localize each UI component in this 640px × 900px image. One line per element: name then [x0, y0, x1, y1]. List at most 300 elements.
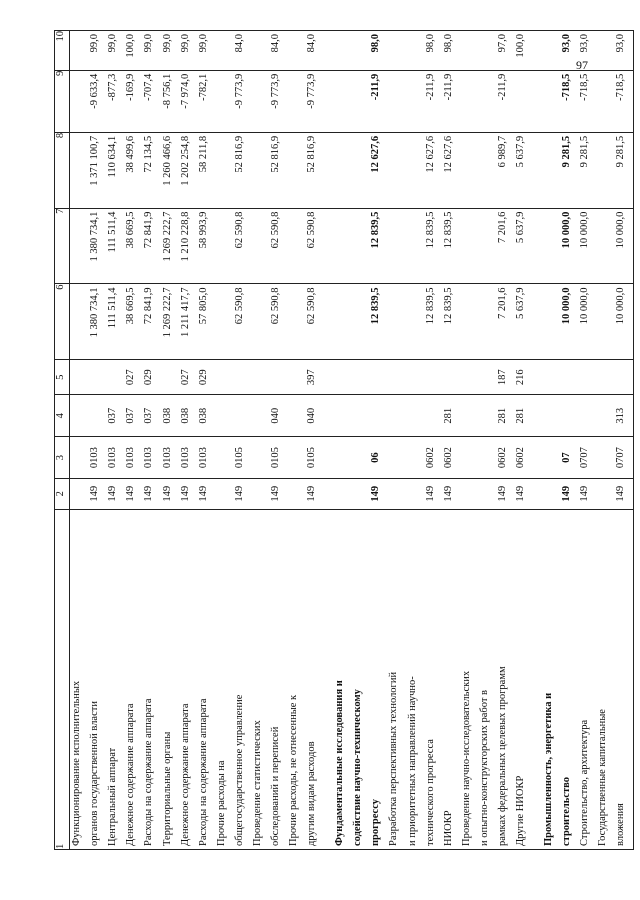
- table-cell: [333, 31, 351, 71]
- table-cell: [478, 360, 496, 395]
- table-cell: [351, 360, 369, 395]
- table-cell: 98,0: [424, 31, 442, 71]
- table-cell: [596, 70, 614, 132]
- row-label: Фундаментальные исследования и: [333, 509, 351, 849]
- table-cell: 0602: [496, 437, 514, 479]
- table-row: [70, 31, 89, 850]
- table-cell: [514, 70, 532, 132]
- table-cell: [406, 395, 424, 437]
- table-cell: 149: [197, 478, 215, 509]
- table-cell: [532, 437, 542, 479]
- row-label: Государственные капитальные: [596, 509, 614, 849]
- table-cell: [460, 437, 478, 479]
- table-cell: [560, 395, 578, 437]
- table-cell: -211,9: [369, 70, 387, 132]
- table-cell: 5 637,9: [514, 284, 532, 360]
- table-cell: 1 202 254,8: [179, 132, 197, 208]
- row-label: Проведение научно-исследовательских: [460, 509, 478, 849]
- col-header: 10: [55, 31, 70, 71]
- table-cell: 12 839,5: [424, 208, 442, 284]
- table-cell: 99,0: [161, 31, 179, 71]
- table-cell: [333, 437, 351, 479]
- table-row: [614, 31, 633, 850]
- table-cell: [460, 70, 478, 132]
- table-cell: [578, 360, 596, 395]
- table-row: [179, 31, 197, 850]
- table-cell: [406, 208, 424, 284]
- table-cell: 111 511,4: [106, 284, 124, 360]
- table-row: [406, 31, 424, 850]
- table-cell: [323, 395, 333, 437]
- table-cell: -211,9: [424, 70, 442, 132]
- table-row: [578, 31, 596, 850]
- table-cell: [70, 132, 89, 208]
- col-header: 1: [55, 509, 70, 849]
- table-row: [442, 31, 460, 850]
- table-cell: [215, 395, 233, 437]
- table-cell: [387, 208, 405, 284]
- table-cell: 216: [514, 360, 532, 395]
- row-label: вложения: [614, 509, 633, 849]
- col-header: 5: [55, 360, 70, 395]
- table-cell: 0103: [124, 437, 142, 479]
- row-label: Денежное содержание аппарата: [179, 509, 197, 849]
- table-cell: [351, 70, 369, 132]
- table-cell: 7 201,6: [496, 208, 514, 284]
- table-cell: -9 773,9: [233, 70, 251, 132]
- table-cell: 0707: [614, 437, 633, 479]
- table-cell: 1 269 222,7: [161, 284, 179, 360]
- table-cell: [287, 437, 305, 479]
- table-cell: 149: [106, 478, 124, 509]
- table-cell: 149: [514, 478, 532, 509]
- table-cell: 149: [124, 478, 142, 509]
- table-cell: [351, 478, 369, 509]
- row-label: Центральный аппарат: [106, 509, 124, 849]
- table-cell: 62 590,8: [233, 208, 251, 284]
- table-cell: 0105: [233, 437, 251, 479]
- table-cell: [478, 478, 496, 509]
- table-cell: [323, 31, 333, 71]
- table-cell: 149: [269, 478, 287, 509]
- table-cell: [596, 360, 614, 395]
- table-row: [424, 31, 442, 850]
- table-cell: [233, 395, 251, 437]
- table-cell: [460, 284, 478, 360]
- col-header: 9: [55, 70, 70, 132]
- row-label: Территориальные органы: [161, 509, 179, 849]
- table-cell: [578, 395, 596, 437]
- table-cell: [333, 284, 351, 360]
- table-cell: 9 281,5: [614, 132, 633, 208]
- row-label: [323, 509, 333, 849]
- table-row: [88, 31, 106, 850]
- table-cell: 58 993,9: [197, 208, 215, 284]
- table-row: [269, 31, 287, 850]
- table-cell: -877,3: [106, 70, 124, 132]
- table-row: [478, 31, 496, 850]
- table-cell: [287, 132, 305, 208]
- table-cell: [106, 360, 124, 395]
- table-cell: [70, 31, 89, 71]
- table-cell: 1 210 228,8: [179, 208, 197, 284]
- table-cell: 149: [369, 478, 387, 509]
- table-cell: 149: [233, 478, 251, 509]
- table-cell: [596, 478, 614, 509]
- table-cell: 5 637,9: [514, 132, 532, 208]
- table-cell: [542, 208, 560, 284]
- table-cell: [323, 284, 333, 360]
- table-cell: 037: [124, 395, 142, 437]
- table-row: [333, 31, 351, 850]
- table-cell: 040: [269, 395, 287, 437]
- table-cell: [70, 478, 89, 509]
- table-row: [542, 31, 560, 850]
- table-cell: [287, 70, 305, 132]
- table-row: [596, 31, 614, 850]
- table-cell: [251, 478, 269, 509]
- table-cell: [596, 132, 614, 208]
- table-cell: [161, 360, 179, 395]
- table-cell: 84,0: [269, 31, 287, 71]
- row-label: Денежное содержание аппарата: [124, 509, 142, 849]
- table-cell: [251, 437, 269, 479]
- table-cell: 0103: [179, 437, 197, 479]
- table-cell: [424, 395, 442, 437]
- table-cell: 0602: [442, 437, 460, 479]
- table-cell: [387, 132, 405, 208]
- table-cell: -718,5: [560, 70, 578, 132]
- table-cell: 1 260 466,6: [161, 132, 179, 208]
- table-cell: 0602: [514, 437, 532, 479]
- table-cell: 149: [560, 478, 578, 509]
- table-cell: -707,4: [142, 70, 160, 132]
- row-label: Промышленность, энергетика и: [542, 509, 560, 849]
- table-cell: [233, 360, 251, 395]
- table-row: [106, 31, 124, 850]
- table-cell: [70, 70, 89, 132]
- row-label: другим видам расходов: [305, 509, 323, 849]
- table-cell: 6 989,7: [496, 132, 514, 208]
- table-cell: [251, 208, 269, 284]
- table-cell: 029: [142, 360, 160, 395]
- table-cell: 58 211,8: [197, 132, 215, 208]
- table-cell: [532, 395, 542, 437]
- table-row: [251, 31, 269, 850]
- table-row: [305, 31, 323, 850]
- table-cell: [215, 70, 233, 132]
- table-row: [496, 31, 514, 850]
- row-label: Разработка перспективных технологий: [387, 509, 405, 849]
- table-cell: -9 773,9: [305, 70, 323, 132]
- table-cell: [387, 437, 405, 479]
- table-cell: 0105: [269, 437, 287, 479]
- header-row: [55, 31, 70, 850]
- table-cell: 62 590,8: [305, 208, 323, 284]
- table-cell: [532, 31, 542, 71]
- table-cell: [70, 437, 89, 479]
- table-cell: [70, 284, 89, 360]
- row-label: и приоритетных направлений научно-: [406, 509, 424, 849]
- row-label: НИОКР: [442, 509, 460, 849]
- table-cell: [323, 478, 333, 509]
- table-cell: [424, 360, 442, 395]
- table-cell: [351, 395, 369, 437]
- table-cell: [406, 132, 424, 208]
- table-cell: [442, 360, 460, 395]
- table-cell: [287, 284, 305, 360]
- table-cell: 10 000,0: [560, 208, 578, 284]
- table-cell: 9 281,5: [560, 132, 578, 208]
- table-cell: 98,0: [442, 31, 460, 71]
- table-cell: 281: [442, 395, 460, 437]
- table-cell: 5 637,9: [514, 208, 532, 284]
- table-cell: [460, 360, 478, 395]
- table-cell: -211,9: [442, 70, 460, 132]
- table-cell: [351, 284, 369, 360]
- table-cell: -9 773,9: [269, 70, 287, 132]
- table-cell: [251, 70, 269, 132]
- table-row: [560, 31, 578, 850]
- table-cell: 110 634,1: [106, 132, 124, 208]
- table-cell: -8 756,1: [161, 70, 179, 132]
- table-cell: [532, 208, 542, 284]
- row-label: рамках федеральных целевых программ: [496, 509, 514, 849]
- table-cell: 1 211 417,7: [179, 284, 197, 360]
- table-cell: 0103: [106, 437, 124, 479]
- table-cell: [70, 208, 89, 284]
- table-cell: 38 669,5: [124, 208, 142, 284]
- table-cell: [596, 395, 614, 437]
- table-cell: [215, 208, 233, 284]
- table-cell: [323, 360, 333, 395]
- table-cell: [542, 395, 560, 437]
- col-header: 8: [55, 132, 70, 208]
- table-row: [351, 31, 369, 850]
- table-cell: 57 805,0: [197, 284, 215, 360]
- table-cell: 12 627,6: [424, 132, 442, 208]
- table-cell: [532, 360, 542, 395]
- table-cell: [532, 132, 542, 208]
- table-cell: 111 511,4: [106, 208, 124, 284]
- table-cell: [287, 395, 305, 437]
- row-label: содействие научно-техническому: [351, 509, 369, 849]
- row-label: Прочие расходы на: [215, 509, 233, 849]
- table-row: [369, 31, 387, 850]
- table-cell: [251, 284, 269, 360]
- table-row: [161, 31, 179, 850]
- col-header: 2: [55, 478, 70, 509]
- table-cell: 93,0: [578, 31, 596, 71]
- table-cell: [333, 208, 351, 284]
- col-header: 7: [55, 208, 70, 284]
- table-row: [387, 31, 405, 850]
- table-row: [233, 31, 251, 850]
- table-cell: 52 816,9: [305, 132, 323, 208]
- table-cell: 040: [305, 395, 323, 437]
- table-row: [323, 31, 333, 850]
- table-cell: [215, 132, 233, 208]
- table-cell: [542, 478, 560, 509]
- table-row: [287, 31, 305, 850]
- table-cell: [70, 360, 89, 395]
- table-cell: 72 841,9: [142, 208, 160, 284]
- row-label: Строительство, архитектура: [578, 509, 596, 849]
- table-cell: [351, 208, 369, 284]
- table-cell: 187: [496, 360, 514, 395]
- table-cell: [88, 395, 106, 437]
- table-cell: 97,0: [496, 31, 514, 71]
- table-cell: [351, 31, 369, 71]
- table-cell: [460, 132, 478, 208]
- table-cell: [596, 437, 614, 479]
- table-cell: -7 974,0: [179, 70, 197, 132]
- table-cell: 1 269 222,7: [161, 208, 179, 284]
- table-cell: [387, 478, 405, 509]
- table-cell: [287, 478, 305, 509]
- table-cell: [323, 70, 333, 132]
- row-label: общегосударственное управление: [233, 509, 251, 849]
- table-cell: -718,5: [578, 70, 596, 132]
- page-number: 97: [576, 58, 588, 72]
- table-cell: [215, 284, 233, 360]
- table-row: [532, 31, 542, 850]
- table-cell: [387, 31, 405, 71]
- table-cell: 99,0: [179, 31, 197, 71]
- table-cell: [387, 284, 405, 360]
- table-cell: [478, 70, 496, 132]
- table-body: [70, 31, 634, 850]
- row-label: строительство: [560, 509, 578, 849]
- table-cell: [532, 284, 542, 360]
- row-label: [532, 509, 542, 849]
- table-cell: 99,0: [106, 31, 124, 71]
- table-cell: 0602: [424, 437, 442, 479]
- row-label: Другие НИОКР: [514, 509, 532, 849]
- table-cell: [351, 132, 369, 208]
- table-cell: [251, 31, 269, 71]
- col-header: 6: [55, 284, 70, 360]
- table-cell: 9 281,5: [578, 132, 596, 208]
- table-row: [514, 31, 532, 850]
- table-cell: [215, 360, 233, 395]
- table-cell: [560, 360, 578, 395]
- table-cell: [287, 31, 305, 71]
- table-cell: 149: [496, 478, 514, 509]
- table-cell: [406, 284, 424, 360]
- table-cell: [478, 284, 496, 360]
- table-cell: 1 380 734,1: [88, 284, 106, 360]
- table-cell: 98,0: [369, 31, 387, 71]
- table-cell: 038: [197, 395, 215, 437]
- table-cell: [215, 437, 233, 479]
- table-cell: 06: [369, 437, 387, 479]
- table-cell: 037: [106, 395, 124, 437]
- table-cell: 149: [142, 478, 160, 509]
- table-cell: 1 380 734,1: [88, 208, 106, 284]
- table-cell: [478, 208, 496, 284]
- table-row: [124, 31, 142, 850]
- table-cell: [596, 208, 614, 284]
- table-cell: 027: [124, 360, 142, 395]
- table-cell: [369, 360, 387, 395]
- table-cell: [251, 360, 269, 395]
- table-cell: 0103: [197, 437, 215, 479]
- table-cell: 52 816,9: [269, 132, 287, 208]
- budget-table: [54, 30, 634, 850]
- table-row: [142, 31, 160, 850]
- table-cell: [406, 31, 424, 71]
- table-cell: 84,0: [233, 31, 251, 71]
- table-cell: 12 839,5: [369, 208, 387, 284]
- table-cell: [460, 31, 478, 71]
- table-cell: [406, 360, 424, 395]
- table-cell: [406, 437, 424, 479]
- col-header: 4: [55, 395, 70, 437]
- table-cell: [460, 208, 478, 284]
- table-cell: 93,0: [614, 31, 633, 71]
- table-row: [460, 31, 478, 850]
- table-cell: 62 590,8: [305, 284, 323, 360]
- table-cell: [596, 31, 614, 71]
- row-label: прогрессу: [369, 509, 387, 849]
- table-cell: 0103: [161, 437, 179, 479]
- table-cell: 100,0: [514, 31, 532, 71]
- table-cell: [460, 395, 478, 437]
- table-cell: 149: [305, 478, 323, 509]
- table-cell: [460, 478, 478, 509]
- row-label: и опытно-конструкторских работ в: [478, 509, 496, 849]
- table-cell: [251, 395, 269, 437]
- table-cell: -9 633,4: [88, 70, 106, 132]
- table-row: [197, 31, 215, 850]
- table-cell: [478, 437, 496, 479]
- table-cell: [287, 360, 305, 395]
- table-cell: [478, 31, 496, 71]
- table-cell: 0707: [578, 437, 596, 479]
- table-cell: 029: [197, 360, 215, 395]
- table-cell: 027: [179, 360, 197, 395]
- table-cell: [542, 360, 560, 395]
- table-cell: 38 499,6: [124, 132, 142, 208]
- table-cell: [251, 132, 269, 208]
- table-cell: 72 134,5: [142, 132, 160, 208]
- table-cell: -169,9: [124, 70, 142, 132]
- table-cell: 93,0: [560, 31, 578, 71]
- table-cell: 12 627,6: [442, 132, 460, 208]
- table-cell: 12 839,5: [369, 284, 387, 360]
- row-label: Прочие расходы, не отнесенные к: [287, 509, 305, 849]
- table-cell: [333, 70, 351, 132]
- table-cell: 149: [179, 478, 197, 509]
- table-cell: 0103: [88, 437, 106, 479]
- table-cell: 12 839,5: [442, 284, 460, 360]
- table-cell: 12 627,6: [369, 132, 387, 208]
- table-cell: [542, 70, 560, 132]
- table-cell: 12 839,5: [424, 284, 442, 360]
- row-label: Расходы на содержание аппарата: [197, 509, 215, 849]
- table-cell: 12 839,5: [442, 208, 460, 284]
- table-cell: 72 841,9: [142, 284, 160, 360]
- table-cell: 1 371 100,7: [88, 132, 106, 208]
- table-cell: 10 000,0: [614, 284, 633, 360]
- table-cell: [387, 360, 405, 395]
- row-label: Функционирование исполнительных: [70, 509, 89, 849]
- table-cell: [323, 208, 333, 284]
- table-cell: [323, 437, 333, 479]
- table-cell: 149: [442, 478, 460, 509]
- table-cell: [542, 132, 560, 208]
